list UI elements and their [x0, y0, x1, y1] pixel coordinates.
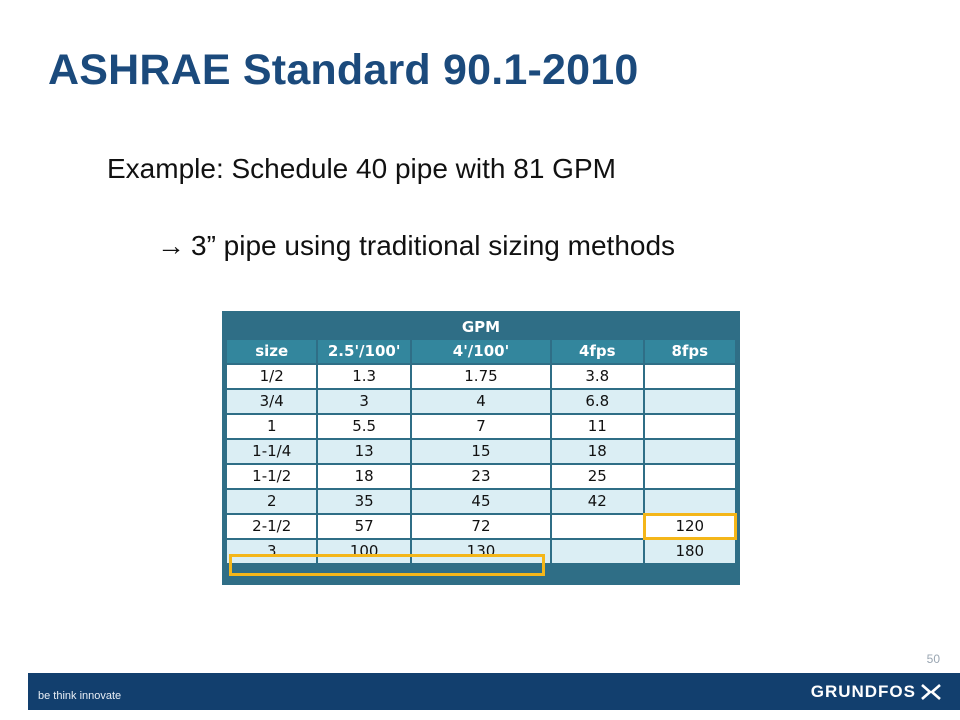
column-header-size: size [227, 340, 316, 363]
table-cell [645, 465, 735, 488]
example-text: Example: Schedule 40 pipe with 81 GPM [107, 153, 616, 184]
table-cell: 23 [412, 465, 550, 488]
table-cell [552, 515, 642, 538]
table-cell [645, 365, 735, 388]
table-cell: 1 [227, 415, 316, 438]
arrow-icon: → [157, 230, 185, 261]
gpm-table [222, 311, 740, 585]
column-header-4fps: 4fps [552, 340, 642, 363]
table-cell: 100 [318, 540, 409, 563]
table-row [227, 390, 735, 413]
table-cell: 3 [227, 540, 316, 563]
highlighted-cell-120: 120 [645, 515, 735, 538]
table-cell: 2 [227, 490, 316, 513]
table-cell: 13 [318, 440, 409, 463]
table-cell: 57 [318, 515, 409, 538]
column-header-8fps: 8fps [645, 340, 735, 363]
table-row [227, 465, 735, 488]
table-cell: 3.8 [552, 365, 642, 388]
table-cell: 180 [645, 540, 735, 563]
column-header-2-5ft: 2.5'/100' [318, 340, 409, 363]
result-text [157, 230, 675, 262]
table-cell: 2-1/2 [227, 515, 316, 538]
table-group-header: GPM [227, 316, 735, 338]
table-row [227, 515, 735, 538]
table-cell [645, 490, 735, 513]
table-cell: 1.3 [318, 365, 409, 388]
table-cell: 1.75 [412, 365, 550, 388]
table-cell: 3 [318, 390, 409, 413]
footer-tagline: be think innovate [38, 690, 122, 702]
table-cell: 7 [412, 415, 550, 438]
table-cell: 18 [318, 465, 409, 488]
table-cell: 5.5 [318, 415, 409, 438]
footer-bar [28, 673, 960, 710]
table-cell: 1-1/4 [227, 440, 316, 463]
table-cell: 45 [412, 490, 550, 513]
page-number: 50 [926, 652, 940, 666]
result-label: 3” pipe using traditional sizing methods [191, 230, 676, 261]
table-cell: 35 [318, 490, 409, 513]
table-cell: 42 [552, 490, 642, 513]
table-row [227, 365, 735, 388]
table-cell: 25 [552, 465, 642, 488]
table-cell: 15 [412, 440, 550, 463]
table-row [227, 540, 735, 563]
brand-logo [811, 682, 942, 702]
table-row [227, 490, 735, 513]
table-cell: 4 [412, 390, 550, 413]
table-cell [645, 415, 735, 438]
table-cell [645, 440, 735, 463]
table-row [227, 415, 735, 438]
brand-name: GRUNDFOS [810, 682, 916, 701]
table-cell: 11 [552, 415, 642, 438]
grundfos-logo-icon [920, 683, 942, 701]
table-cell: 72 [412, 515, 550, 538]
table-cell: 6.8 [552, 390, 642, 413]
table-cell: 18 [552, 440, 642, 463]
table-cell: 130 [412, 540, 550, 563]
slide-title: ASHRAE Standard 90.1-2010 [48, 46, 639, 94]
table-row [227, 440, 735, 463]
column-header-4ft: 4'/100' [412, 340, 550, 363]
table-cell: 1-1/2 [227, 465, 316, 488]
table-cell [645, 390, 735, 413]
table-cell: 3/4 [227, 390, 316, 413]
table-cell: 1/2 [227, 365, 316, 388]
table-cell [552, 540, 642, 563]
